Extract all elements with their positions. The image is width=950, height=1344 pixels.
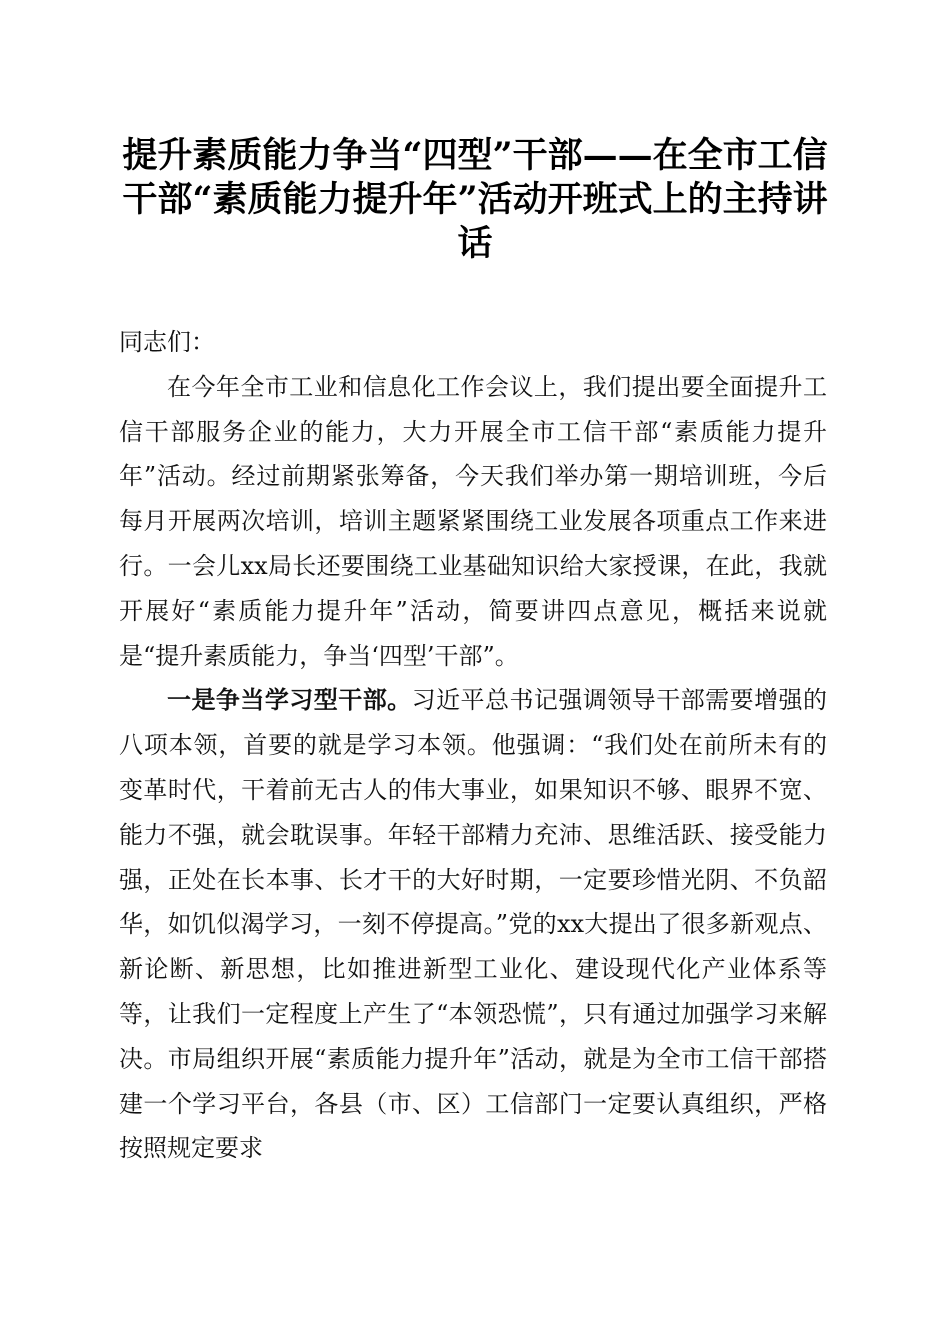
paragraph-learning-cadre-text: 习近平总书记强调领导干部需要增强的八项本领，首要的就是学习本领。他强调：“我们处在前所未有的变革时代，干着前无古人的伟大事业，如果知识不够、眼界不宽、能力不强，就会耽误事。年轻干部精力充沛、思维活跃、接受能力强，正处在长本事、长才干的大好时期，一定要珍惜光阴、不负韶华，如饥似渴学习，一刻不停提高。”党的xx大提出了很多新观点、新论断、新思想，比如推进新型工业化、建设现代化产业体系等等，让我们一定程度上产生了“本领恐慌”，只有通过加强学习来解决。市局组织开展“素质能力提升年”活动，就是为全市工信干部搭建一个学习平台，各县（市、区）工信部门一定要认真组织，严格按照规定要求: [119, 686, 828, 1163]
paragraph-intro-text: 在今年全市工业和信息化工作会议上，我们提出要全面提升工信干部服务企业的能力，大力开展全市工信干部“素质能力提升年”活动。经过前期紧张筹备，今天我们举办第一期培训班，今后每月开展两次培训，培训主题紧紧围绕工业发展各项重点工作来进行。一会儿xx局长还要围绕工业基础知识给大家授课，在此，我就开展好“素质能力提升年”活动，简要讲四点意见，概括来说就是“提升素质能力，争当‘四型’干部”。: [119, 372, 827, 670]
paragraph-learning-cadre-lead: 一是争当学习型干部。: [167, 685, 412, 715]
paragraph-learning-cadre: [119, 678, 827, 1171]
document-body: [119, 320, 827, 1171]
paragraph-intro: [119, 365, 827, 679]
salutation: 同志们：: [119, 328, 215, 356]
document-title: 提升素质能力争当“四型”干部——在全市工信干部“素质能力提升年”活动开班式上的主持讲话: [122, 135, 828, 264]
